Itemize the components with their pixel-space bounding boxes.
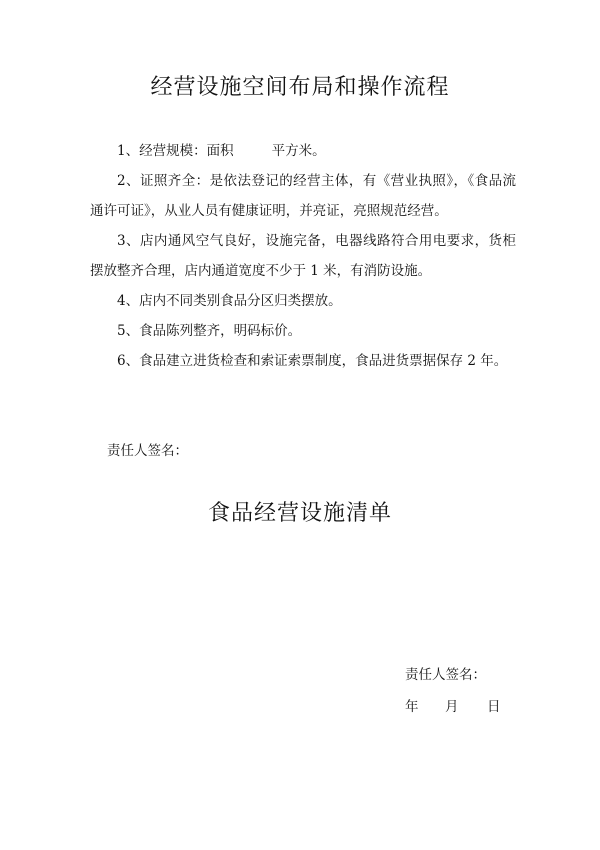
date-year: 年 [405,699,419,715]
date-day: 日 [487,699,501,715]
item-5: 5、食品陈列整齐，明码标价。 [117,323,302,339]
item-1 [90,136,516,166]
item-1-suffix: 平方米。 [271,143,326,159]
signature-label-1: 责任人签名： [107,443,188,459]
date-line [405,692,507,722]
item-2: 2、证照齐全：是依法登记的经营主体，有《营业执照》，《食品流通许可证》，从业人员有健康证明，并亮证，亮照规范经营。 [90,173,516,219]
document-subtitle: 食品经营设施清单 [207,501,392,526]
item-3: 3、店内通风空气良好，设施完备，电器线路符合用电要求，货柜摆放整齐合理，店内通道宽度不少于 1 米，有消防设施。 [90,233,516,279]
item-1-prefix: 1、经营规模：面积 [117,143,234,159]
signature-label-2: 责任人签名： [405,667,486,683]
item-4: 4、店内不同类别食品分区归类摆放。 [117,293,342,309]
item-6: 6、食品建立进货检查和索证索票制度，食品进货票据保存 2 年。 [117,353,508,369]
document-title: 经营设施空间布局和操作流程 [150,75,450,100]
date-month: 月 [445,699,459,715]
